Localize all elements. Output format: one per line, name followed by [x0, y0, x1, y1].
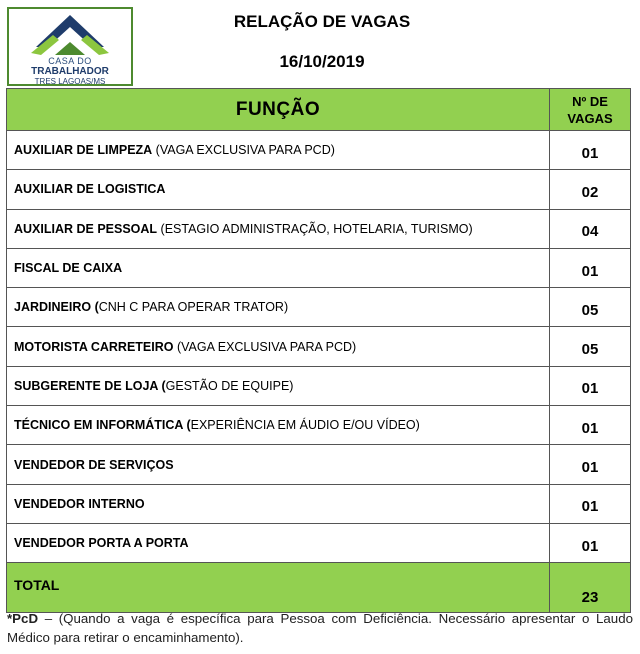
vagas-cell: 04: [550, 209, 631, 248]
function-cell: [7, 327, 550, 366]
table-row: [7, 288, 631, 327]
table-row: [7, 170, 631, 209]
table-row: [7, 523, 631, 562]
vagas-cell: 01: [550, 484, 631, 523]
function-cell: [7, 170, 550, 209]
house-roof-icon: [9, 9, 131, 59]
function-name: TÉCNICO EM INFORMÁTICA (: [14, 418, 191, 433]
vagas-cell: 01: [550, 366, 631, 405]
column-header-vagas: [550, 89, 631, 131]
function-name: VENDEDOR PORTA A PORTA: [14, 536, 189, 551]
total-value: 23: [550, 563, 631, 613]
table-header-row: [7, 89, 631, 131]
function-detail: (ESTAGIO ADMINISTRAÇÃO, HOTELARIA, TURISMO): [157, 221, 473, 236]
function-name: JARDINEIRO (: [14, 300, 99, 315]
function-cell: [7, 288, 550, 327]
logo-line-1: CASA DO: [48, 56, 92, 66]
function-name: FISCAL DE CAIXA: [14, 261, 123, 276]
column-header-function: FUNÇÃO: [7, 89, 550, 131]
total-label: TOTAL: [7, 563, 550, 613]
table-row: [7, 248, 631, 287]
logo-line-3: TRES LAGOAS/MS: [34, 77, 106, 86]
function-cell: [7, 406, 550, 445]
function-cell: [7, 209, 550, 248]
page-title: RELAÇÃO DE VAGAS: [233, 12, 411, 31]
vagas-cell: 01: [550, 523, 631, 562]
function-cell: [7, 131, 550, 170]
vacancies-table: [6, 88, 631, 613]
table-row: [7, 366, 631, 405]
vagas-cell: 05: [550, 327, 631, 366]
function-name: VENDEDOR DE SERVIÇOS: [14, 457, 174, 472]
vagas-cell: 01: [550, 131, 631, 170]
function-name: AUXILIAR DE LOGISTICA: [14, 182, 166, 197]
table-row: [7, 445, 631, 484]
function-cell: [7, 445, 550, 484]
function-name: AUXILIAR DE PESSOAL: [14, 221, 158, 236]
table-row: [7, 131, 631, 170]
function-name: MOTORISTA CARRETEIRO: [14, 339, 174, 354]
logo-line-2: TRABALHADOR: [31, 66, 109, 77]
table-row: [7, 406, 631, 445]
footnote-text: – (Quando a vaga é específica para Pessoa com Deficiência. Necessário apresentar o Laudo Médico para retirar o encaminhamento).: [7, 611, 633, 645]
column-header-vagas-line2: VAGAS: [567, 110, 613, 126]
function-detail: (VAGA EXCLUSIVA PARA PCD): [152, 143, 335, 158]
function-detail: EXPERIÊNCIA EM ÁUDIO E/OU VÍDEO): [190, 418, 420, 433]
table-row: [7, 484, 631, 523]
vagas-cell: 05: [550, 288, 631, 327]
table-row: [7, 327, 631, 366]
function-detail: (VAGA EXCLUSIVA PARA PCD): [173, 339, 357, 354]
total-row: [7, 563, 631, 613]
function-detail: GESTÃO DE EQUIPE): [165, 378, 294, 393]
vagas-cell: 02: [550, 170, 631, 209]
function-name: SUBGERENTE DE LOJA (: [14, 378, 166, 393]
column-header-vagas-line1: Nº DE: [572, 93, 608, 109]
footnote-term: *PcD: [7, 611, 39, 626]
table-row: [7, 209, 631, 248]
vagas-cell: 01: [550, 445, 631, 484]
function-cell: [7, 366, 550, 405]
footnote: [7, 609, 633, 647]
function-name: AUXILIAR DE LIMPEZA: [14, 143, 153, 158]
vagas-cell: 01: [550, 406, 631, 445]
function-cell: [7, 248, 550, 287]
function-name: VENDEDOR INTERNO: [14, 496, 145, 511]
function-cell: [7, 484, 550, 523]
page-date: 16/10/2019: [279, 52, 365, 71]
vagas-cell: 01: [550, 248, 631, 287]
logo: [7, 7, 133, 86]
function-cell: [7, 523, 550, 562]
function-detail: CNH C PARA OPERAR TRATOR): [98, 300, 289, 315]
